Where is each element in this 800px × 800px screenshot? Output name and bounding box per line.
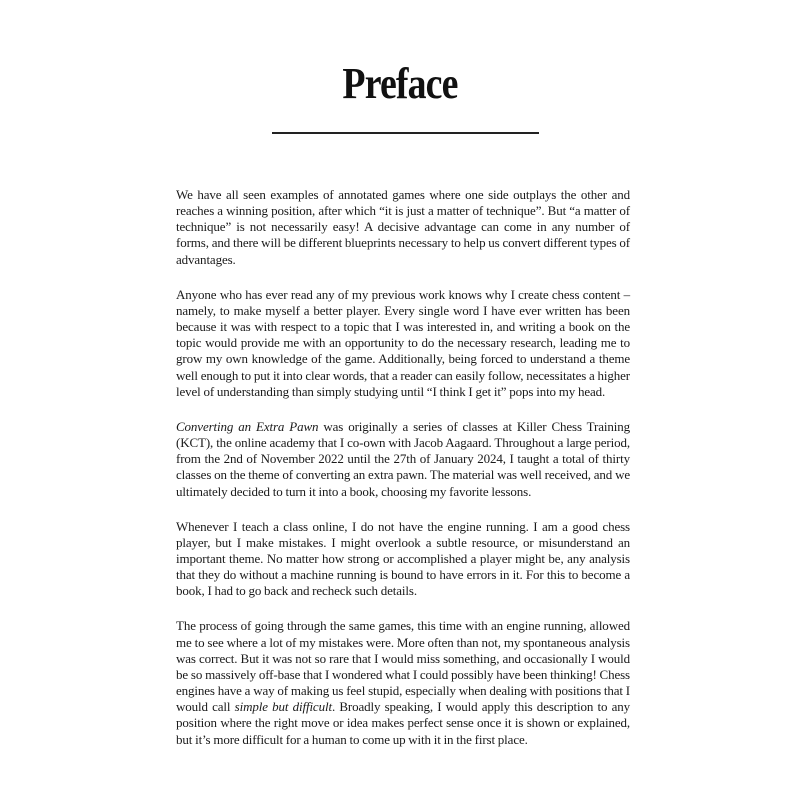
page-title: Preface	[342, 59, 458, 108]
paragraph-text: was originally a series of classes at Killer Chess Training (KCT), the online academy that I co-own with Jacob Aagaard. Throughout a large period, from the 2nd of November 2022 until the 27th of January 2024, I taught a total of thirty classes on the theme of converting an extra pawn. The material was well received, and we ultimately decided to turn it into a book, choosing my favorite lessons.	[176, 418, 630, 499]
paragraph	[176, 618, 630, 747]
paragraph	[176, 287, 630, 400]
paragraph-text: Anyone who has ever read any of my previous work knows why I create chess content – namely, to make myself a better player. Every single word I have ever written has been because it was with respect to a topic that I was interested in, and writing a book on the topic would provide me with an opportunity to do the necessary research, leading me to grow my own knowledge of the game. Additionally, being forced to understand a theme well enough to put it into clear words, that a reader can easily follow, necessitates a higher level of understanding than simply studying until “I think I get it” pops into my head.	[176, 286, 630, 399]
body-text	[176, 187, 630, 767]
emphasis-italic: simple but difficult	[234, 699, 332, 715]
paragraph-text: We have all seen examples of annotated games where one side outplays the other and reaches a winning position, after which “it is just a matter of technique”. But “a matter of technique” is not necessarily easy! A decisive advantage can come in any number of forms, and there will be different blueprints necessary to help us convert different types of advantages.	[176, 187, 630, 267]
paragraph	[176, 519, 630, 600]
paragraph-text: . Broadly speaking, I would apply this description to any position where the right move or idea makes perfect sense once it is shown or explained, but it’s more difficult for a human to come up with it in the first place.	[176, 699, 630, 747]
paragraph-text: Whenever I teach a class online, I do not have the engine running. I am a good chess player, but I make mistakes. I might overlook a subtle resource, or misunderstand an important theme. No matter how strong or accomplished a player might be, any analysis that they do without a machine running is bound to have errors in it. For this to become a book, I had to go back and recheck such details.	[176, 518, 630, 599]
book-title-italic: Converting an Extra Pawn	[176, 418, 319, 434]
title-underline	[272, 132, 539, 134]
paragraph-text: The process of going through the same games, this time with an engine running, allowed me to see where a lot of my mistakes were. More often than not, my spontaneous analysis was correct. But it was not so rare that I would miss something, and occasionally I would be so massively off-base that I wondered what I could possibly have been thinking! Chess engines have a way of making us feel stupid, especially when dealing with positions that I would call	[176, 618, 630, 715]
paragraph	[176, 419, 630, 500]
paragraph	[176, 187, 630, 268]
